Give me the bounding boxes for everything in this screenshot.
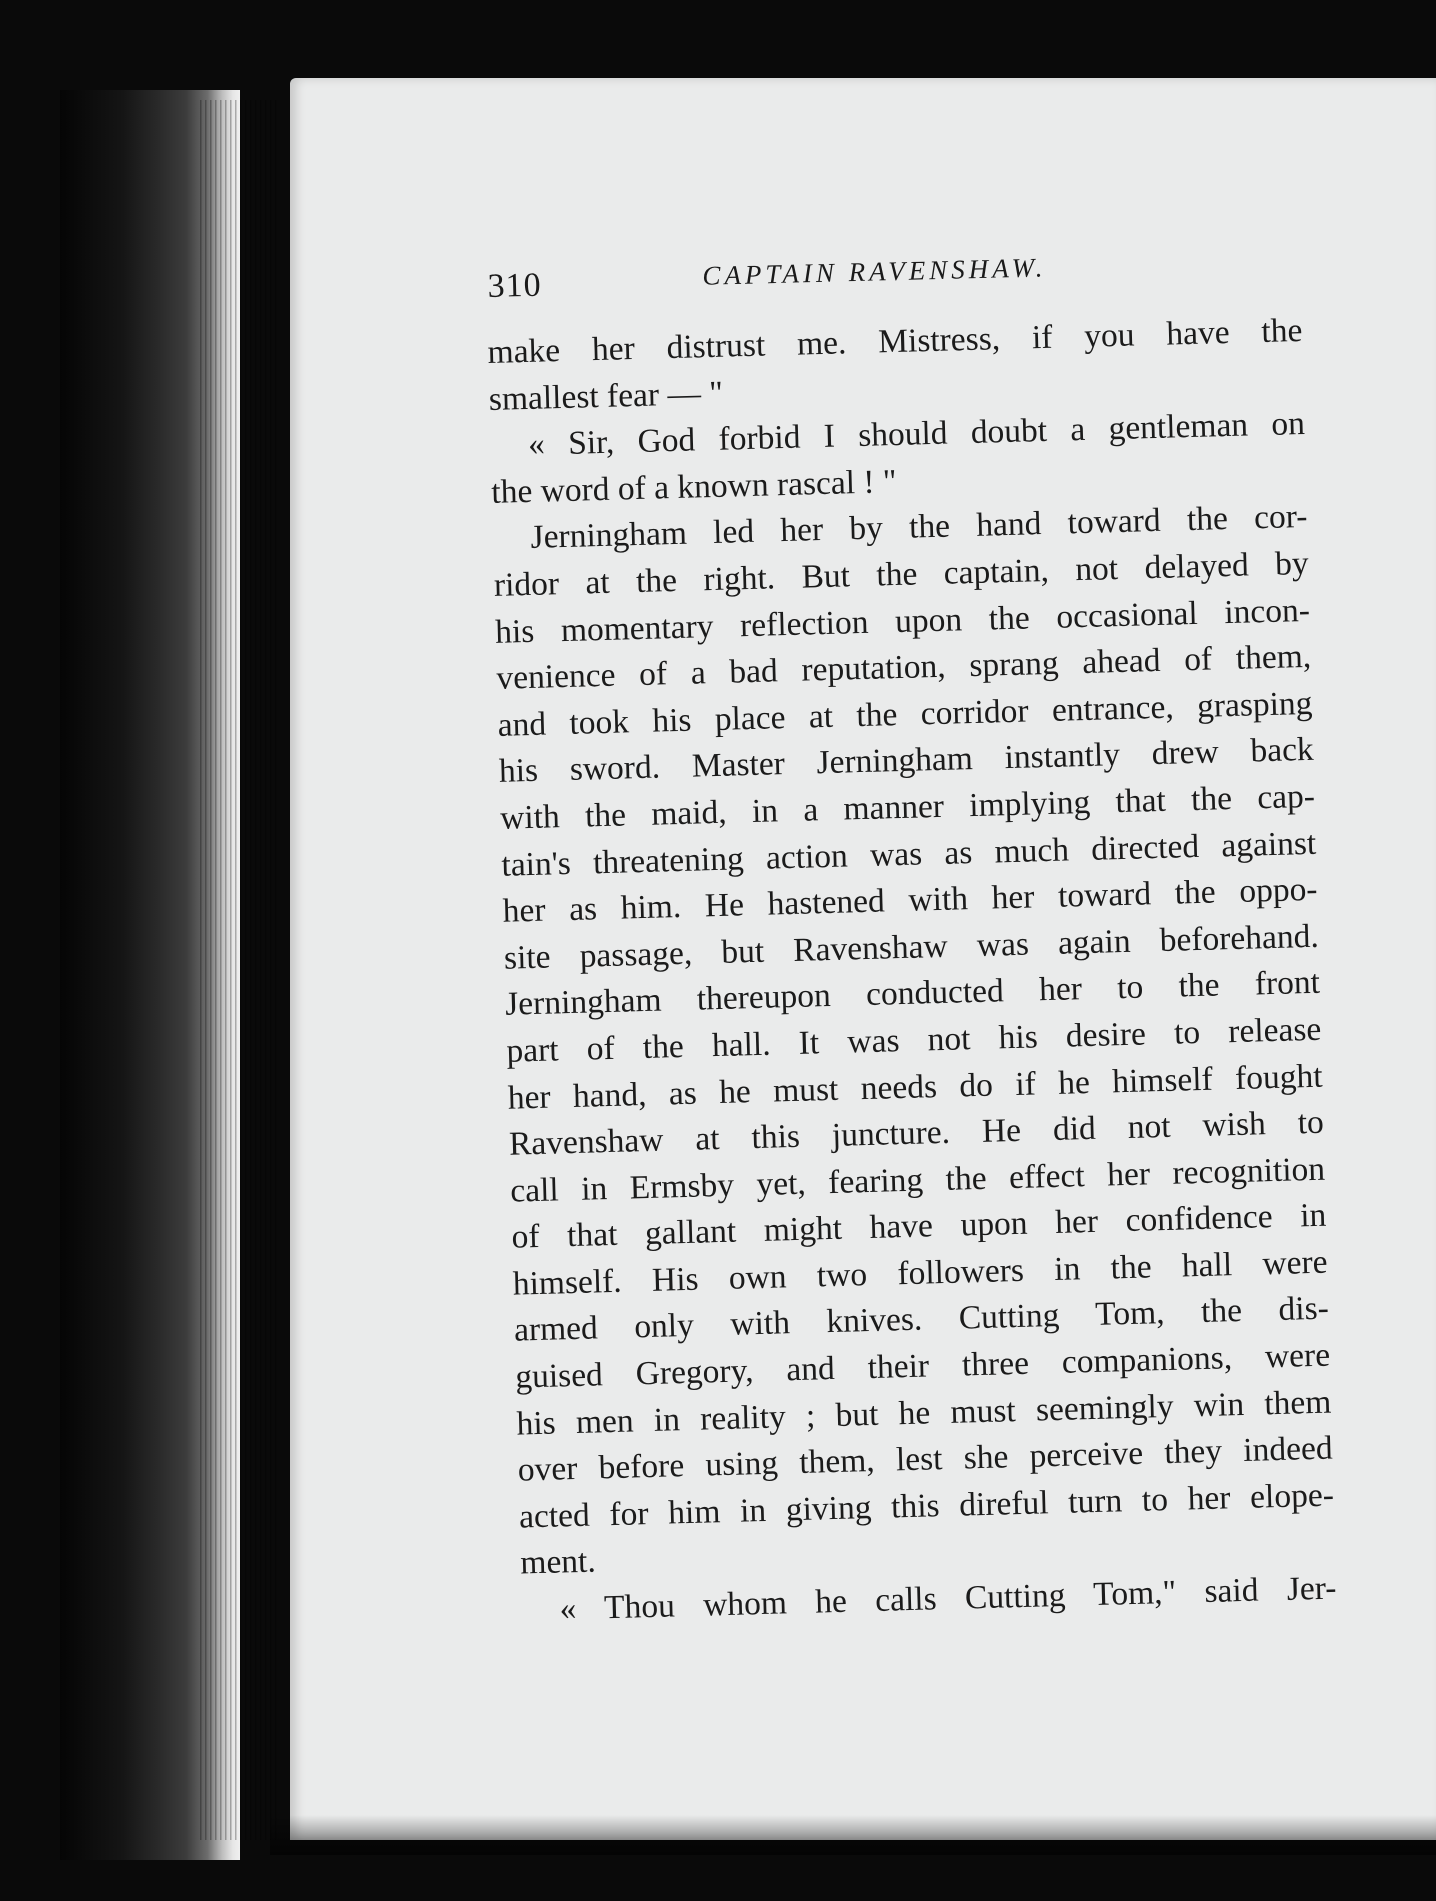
text-line: « Thou whom he calls Cutting Tom," said Jer- xyxy=(559,1569,1337,1628)
text-line: his men in reality ; but he must seemingly win them xyxy=(516,1383,1332,1443)
text-line: Jerningham led her by the hand toward the cor- xyxy=(530,498,1308,557)
text-line: of that gallant might have upon her confidence in xyxy=(511,1196,1327,1256)
text-line: her as him. He hastened with her toward the oppo- xyxy=(502,870,1318,930)
body-text xyxy=(487,308,1337,1634)
text-line: armed only with knives. Cutting Tom, the dis- xyxy=(513,1290,1330,1350)
text-line: part of the hall. It was not his desire to release xyxy=(506,1010,1322,1070)
text-line: with the maid, in a manner implying that the cap- xyxy=(499,777,1316,837)
text-line: tain's threatening action was as much directed against xyxy=(500,824,1317,884)
page-bottom-shadow xyxy=(270,1815,1436,1855)
text-line: smallest fear — " xyxy=(488,374,724,418)
text-line: over before using them, lest she perceive they indeed xyxy=(517,1429,1334,1489)
text-line: the word of a known rascal ! " xyxy=(490,462,898,511)
text-line: venience of a bad reputation, sprang ahead of them, xyxy=(495,637,1312,698)
text-line: her hand, as he must needs do if he himself fought xyxy=(507,1057,1323,1117)
text-line: his momentary reflection upon the occasional incon- xyxy=(494,591,1311,651)
text-line: make her distrust me. Mistress, if you have the xyxy=(487,311,1303,371)
text-line: « Sir, God forbid I should doubt a gentleman on xyxy=(527,405,1306,464)
text-line: ment. xyxy=(519,1542,597,1582)
text-line: acted for him in giving this direful turn to her elope- xyxy=(518,1476,1335,1536)
text-line: and took his place at the corridor entrance, grasping xyxy=(497,684,1313,744)
text-line: Ravenshaw at this juncture. He did not wish to xyxy=(508,1103,1325,1163)
running-title: CAPTAIN RAVENSHAW. xyxy=(702,252,1047,291)
page-number: 310 xyxy=(487,266,543,305)
text-line: his sword. Master Jerningham instantly drew back xyxy=(498,731,1315,791)
text-line: guised Gregory, and their three companions, were xyxy=(514,1336,1331,1396)
text-line: call in Ermsby yet, fearing the effect her recognition xyxy=(509,1150,1326,1210)
page-edges xyxy=(200,100,280,1840)
text-line: himself. His own two followers in the hall were xyxy=(512,1243,1329,1303)
text-line: ridor at the right. But the captain, not delayed by xyxy=(493,544,1310,604)
text-line: Jerningham thereupon conducted her to the front xyxy=(504,964,1321,1024)
text-line: site passage, but Ravenshaw was again beforehand. xyxy=(503,917,1320,977)
